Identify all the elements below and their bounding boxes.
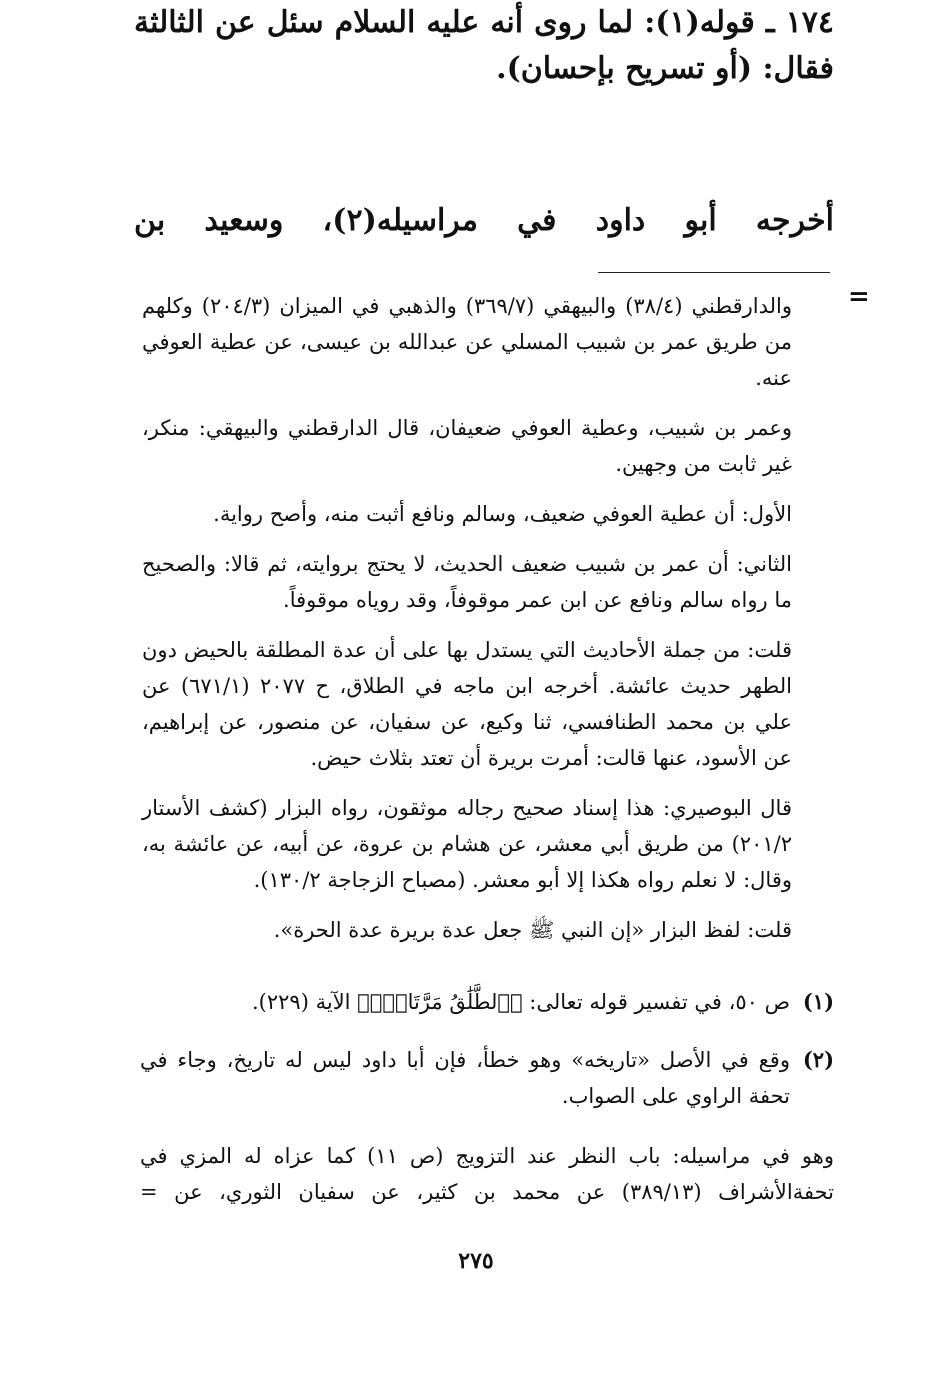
main-text-2 bbox=[134, 198, 834, 244]
footnote-number: (١) bbox=[802, 989, 834, 1014]
footnote-text: ص ٥٠، في تفسير قوله تعالى: ﴿ٱلطَّلَٰقُ مَرَّتَانِۖ﴾ الآية (٢٢٩). bbox=[252, 990, 790, 1014]
page-number: ٢٧٥ bbox=[458, 1248, 494, 1274]
footnote-continuation-text: وهو في مراسيله: باب النظر عند التزويج (ص ١١) كما عزاه له المزي في تحفةالأشراف (٣٨٩/١٣) عن محمد بن كثير، عن سفيان الثوري، عن = bbox=[140, 1144, 835, 1204]
main-paragraph-2: أخرجه أبو داود في مراسيله(٢)، وسعيد بن bbox=[134, 203, 834, 238]
note-paragraph: الثاني: أن عمر بن شبيب ضعيف الحديث، لا يحتج بروايته، ثم قالا: والصحيح ما رواه سالم ونافع عن ابن عمر موقوفاً، وقد روياه موقوفاً. bbox=[142, 552, 792, 612]
note-paragraph: والدارقطني (٣٨/٤) والبيهقي (٣٦٩/٧) والذهبي في الميزان (٢٠٤/٣) وكلهم من طريق عمر بن شبيب المسلي عن عبدالله بن عيسى، عن عطية العوفي عنه. bbox=[142, 294, 792, 390]
main-text bbox=[134, 0, 834, 92]
note-paragraph: قلت: لفظ البزار «إن النبي ﷺ جعل عدة بريرة عدة الحرة». bbox=[273, 918, 792, 942]
continuation-mark: = bbox=[848, 282, 870, 312]
footnote-divider bbox=[598, 272, 830, 273]
note-paragraph: قلت: من جملة الأحاديث التي يستدل بها على أن عدة المطلقة بالحيض دون الطهر حديث عائشة. أخرجه ابن ماجه في الطلاق، ح ٢٠٧٧ (٦٧١/١) عن علي بن محمد الطنافسي، ثنا وكيع، عن سفيان، عن منصور، عن إبراهيم، عن الأسود، عنها قالت: أمرت بريرة أن تعتد بثلاث حيض. bbox=[142, 638, 793, 770]
notes-continuation bbox=[142, 288, 792, 962]
main-paragraph-1: ١٧٤ ـ قوله(١): لما روى أنه عليه السلام سئل عن الثالثة فقال: (أو تسريح بإحسان). bbox=[134, 5, 835, 86]
footnote-2-continuation bbox=[140, 1138, 834, 1210]
footnote-number: (٢) bbox=[802, 1047, 834, 1072]
footnote-1 bbox=[140, 984, 834, 1020]
footnote-text: وقع في الأصل «تاريخه» وهو خطأ، فإن أبا داود ليس له تاريخ، وجاء في تحفة الراوي على الصواب. bbox=[140, 1048, 790, 1108]
note-paragraph: الأول: أن عطية العوفي ضعيف، وسالم ونافع أثبت منه، وأصح رواية. bbox=[213, 502, 792, 526]
note-paragraph: وعمر بن شبيب، وعطية العوفي ضعيفان، قال الدارقطني والبيهقي: منكر، غير ثابت من وجهين. bbox=[142, 416, 792, 476]
note-paragraph: قال البوصيري: هذا إسناد صحيح رجاله موثقون، رواه البزار (كشف الأستار ٢٠١/٢) من طريق أبي معشر، عن هشام بن عروة، عن أبيه، عن عائشة به، وقال: لا نعلم رواه هكذا إلا أبو معشر. (مصباح الزجاجة ١٣٠/٢). bbox=[142, 796, 792, 892]
footnote-2 bbox=[140, 1042, 834, 1114]
